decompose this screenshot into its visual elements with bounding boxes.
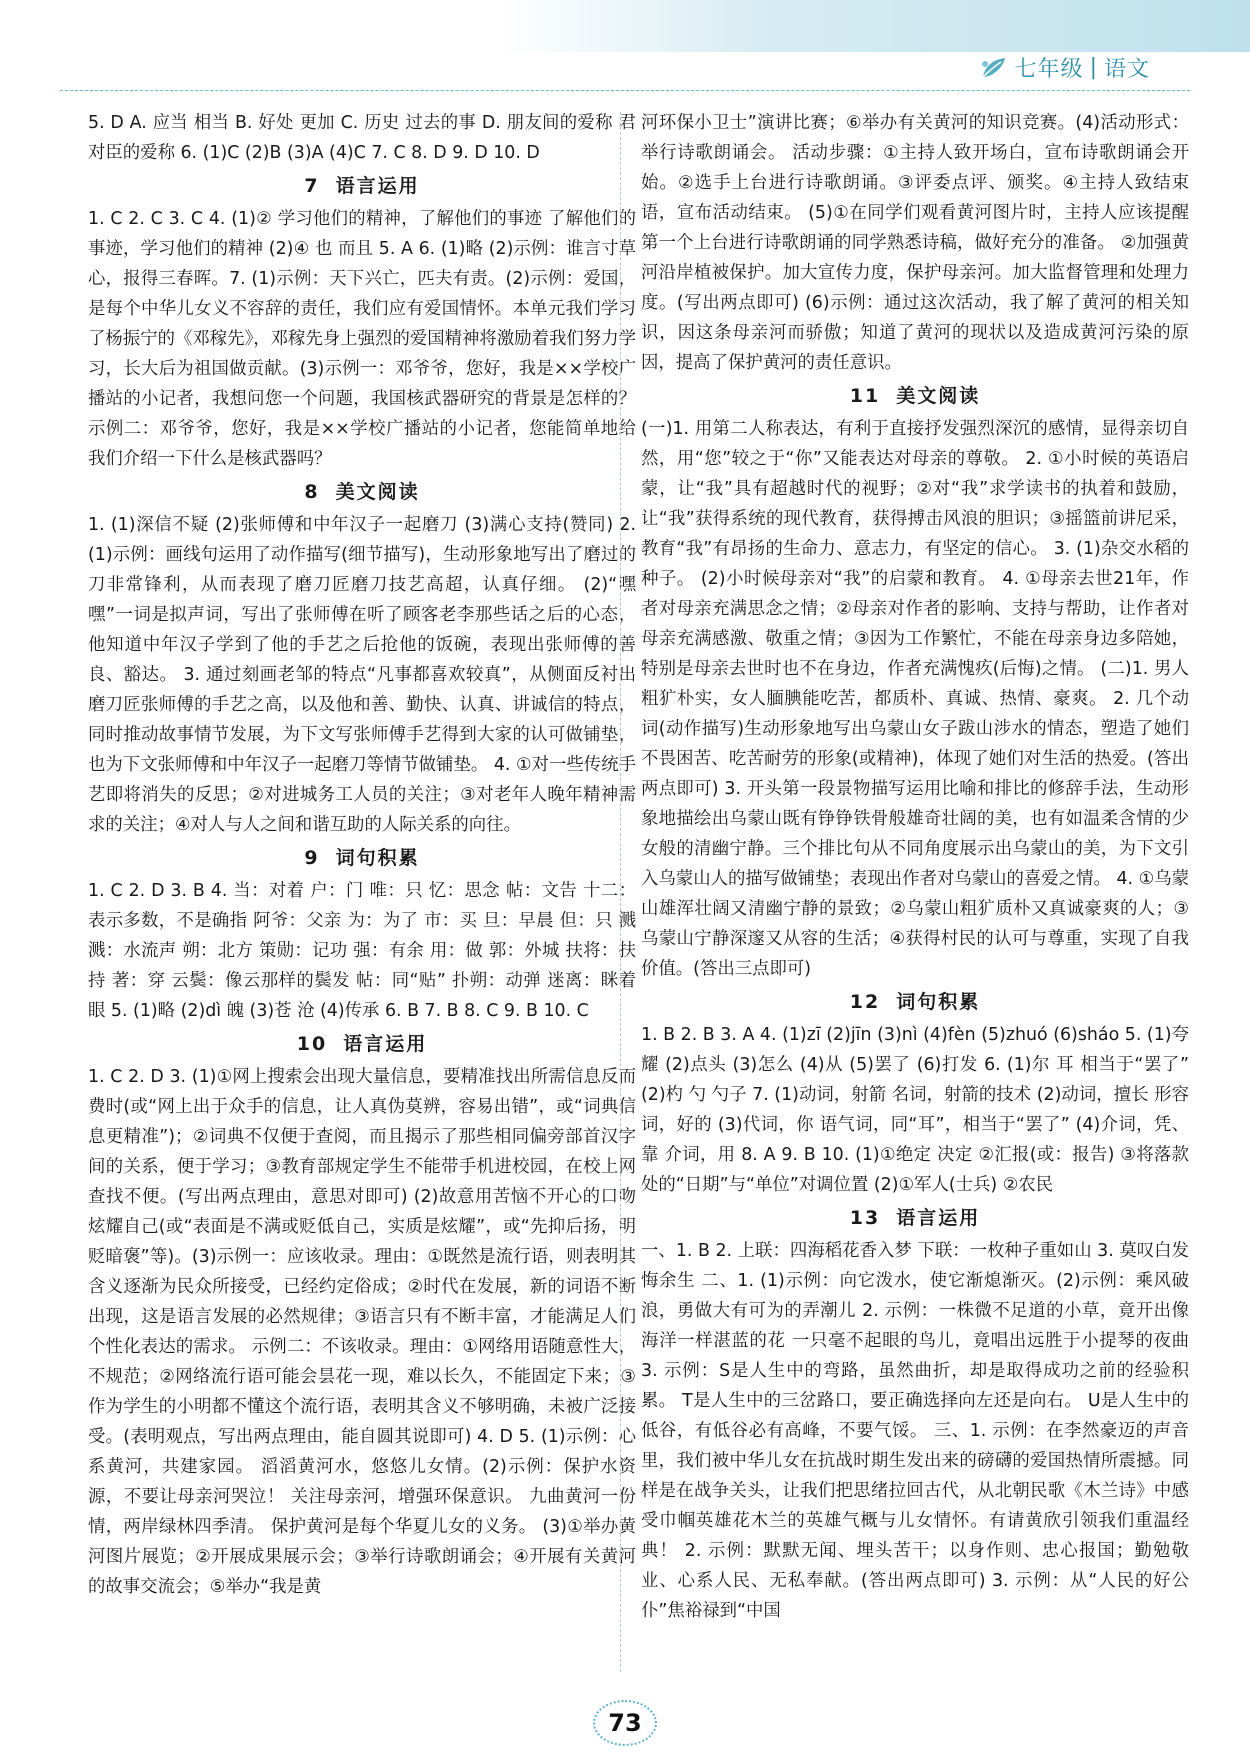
section-title: 美文阅读 bbox=[335, 481, 420, 503]
section-number: 11 bbox=[849, 385, 881, 407]
header-decoration-band bbox=[500, 0, 1250, 52]
section-heading bbox=[88, 843, 636, 873]
section-title: 词句积累 bbox=[335, 847, 420, 869]
answer-paragraph: 1. C 2. C 3. C 4. (1)② 学习他们的精神，了解他们的事迹 了解他们的事迹，学习他们的精神 (2)④ 也 而且 5. A 6. (1)略 (2)示例：谁言寸草心，报得三春晖。7. (1)示例：天下兴亡，匹夫有责。(2)示例：爱国，是每个中华儿女义不容辞的责任，我们应有爱国情怀。本单元我们学习了杨振宁的《邓稼先》，邓稼先身上强烈的爱国精神将激励着我们努力学习，长大后为祖国做贡献。(3)示例一：邓爷爷，您好，我是××学校广播站的小记者，我想问您一个问题，我国核武器研究的背景是怎样的？ 示例二：邓爷爷，您好，我是××学校广播站的小记者，您能简单地给我们介绍一下什么是核武器吗？ bbox=[88, 209, 636, 469]
section-heading bbox=[88, 477, 636, 507]
section-heading bbox=[88, 171, 636, 201]
section-number: 9 bbox=[304, 847, 320, 869]
section-heading bbox=[641, 381, 1189, 411]
section-title: 语言运用 bbox=[896, 1207, 981, 1229]
answer-paragraph: 1. C 2. D 3. B 4. 当：对着 户：门 唯：只 忆：思念 帖：文告 十二：表示多数，不是确指 阿爷：父亲 为：为了 市：买 旦：早晨 但：只 溅溅：水流声 朔：北方 策勋：记功 强：有余 用：做 郭：外城 扶将：扶持 著：穿 云鬓：像云那样的鬓发 帖：同“贴” 扑朔：动弹 迷离：眯着眼 5. (1)略 (2)dì 魄 (3)苍 沧 (4)传承 6. B 7. B 8. C 9. B 10. C bbox=[88, 881, 636, 1021]
answer-paragraph: 一、1. B 2. 上联：四海稻花香入梦 下联：一枚种子重如山 3. 莫叹白发悔余生 二、1. (1)示例：向它泼水，使它渐熄渐灭。(2)示例：乘风破浪，勇做大有可为的弄潮儿 2. 示例：一株微不足道的小草，竟开出像海洋一样湛蓝的花 一只毫不起眼的鸟儿，竟唱出远胜于小提琴的夜曲 3. 示例：S是人生中的弯路，虽然曲折，却是取得成功之前的经验积累。 T是人生中的三岔路口，要正确选择向左还是向右。 U是人生中的低谷，有低谷必有高峰，不要气馁。 三、1. 示例：在李然豪迈的声音里，我们被中华儿女在抗战时期生发出来的磅礴的爱国热情所震撼。同样是在战争关头，让我们把思绪拉回古代，从北朝民歌《木兰诗》中感受巾帼英雄花木兰的英雄气概与儿女情怀。有请黄欣引领我们重温经典！ 2. 示例：默默无闻、埋头苦干；以身作则、忠心报国；勤勉敬业、心系人民、无私奉献。(答出两点即可) 3. 示例：从“人民的好公仆”焦裕禄到“中国 bbox=[641, 1241, 1189, 1621]
answer-paragraph: 1. B 2. B 3. A 4. (1)zī (2)jīn (3)nì (4)fèn (5)zhuó (6)sháo 5. (1)夸耀 (2)点头 (3)怎么 (4)从 (5)罢了 (6)打发 6. (1)尔 耳 相当于“罢了” (2)杓 勺 勺子 7. (1)动词，射箭 名词，射箭的技术 (2)动词，擅长 形容词，好的 (3)代词，你 语气词，同“耳”，相当于“罢了” (4)介词，凭、靠 介词，用 8. A 9. B 10. (1)①绝定 决定 ②汇报(或：报告) ③将落款处的“日期”与“单位”对调位置 (2)①军人(士兵) ②农民 bbox=[641, 1025, 1189, 1195]
header-subject: 语文 bbox=[1103, 57, 1150, 82]
section-heading bbox=[88, 1029, 636, 1059]
section-title: 词句积累 bbox=[896, 991, 981, 1013]
answer-paragraph: (一)1. 用第二人称表达，有利于直接抒发强烈深沉的感情，显得亲切自然，用“您”较之于“你”又能表达对母亲的尊敬。 2. ①小时候的英语启蒙，让“我”具有超越时代的视野；②对“我”求学读书的执着和鼓励，让“我”获得系统的现代教育，获得搏击风浪的胆识；③摇篮前讲尼采，教育“我”有昂扬的生命力、意志力，有坚定的信心。 3. (1)杂交水稻的种子。 (2)小时候母亲对“我”的启蒙和教育。 4. ①母亲去世21年，作者对母亲充满思念之情；②母亲对作者的影响、支持与帮助，让作者对母亲充满感激、敬重之情；③因为工作繁忙，不能在母亲身边多陪她，特别是母亲去世时也不在身边，作者充满愧疚(后悔)之情。 (二)1. 男人粗犷朴实，女人腼腆能吃苦，都质朴、真诚、热情、豪爽。 2. 几个动词(动作描写)生动形象地写出乌蒙山女子跋山涉水的情态，塑造了她们不畏困苦、吃苦耐劳的形象(或精神)，体现了她们对生活的热爱。(答出两点即可) 3. 开头第一段景物描写运用比喻和排比的修辞手法，生动形象地描绘出乌蒙山既有铮铮铁骨般雄奇壮阔的美，也有如温柔含情的少女般的清幽宁静。三个排比句从不同角度展示出乌蒙山的美，为下文引入乌蒙山人的描写做铺垫；表现出作者对乌蒙山的喜爱之情。 4. ①乌蒙山雄浑壮阔又清幽宁静的景致；②乌蒙山粗犷质朴又真诚豪爽的人；③乌蒙山宁静深邃又从容的生活；④获得村民的认可与尊重，实现了自我价值。(答出三点即可) bbox=[641, 419, 1189, 979]
page-number-ring bbox=[593, 1700, 657, 1746]
page-number: 73 bbox=[608, 1709, 642, 1737]
answer-paragraph: 1. (1)深信不疑 (2)张师傅和中年汉子一起磨刀 (3)满心支持(赞同) 2. (1)示例：画线句运用了动作描写(细节描写)，生动形象地写出了磨过的刀非常锋利，从而表现了磨刀匠磨刀技艺高超，认真仔细。 (2)“嘿嘿”一词是拟声词，写出了张师傅在听了顾客老李那些话之后的心态，他知道中年汉子学到了他的手艺之后抢他的饭碗，表现出张师傅的善良、豁达。 3. 通过刻画老邹的特点“凡事都喜欢较真”，从侧面反衬出磨刀匠张师傅的手艺之高，以及他和善、勤快、认真、讲诚信的特点，同时推动故事情节发展，为下文写张师傅手艺得到大家的认可做铺垫，也为下文张师傅和中年汉子一起磨刀等情节做铺垫。 4. ①对一些传统手艺即将消失的反思；②对进城务工人员的关注；③对老年人晚年精神需求的关注；④对人与人之间和谐互助的人际关系的向往。 bbox=[88, 515, 636, 835]
column-divider bbox=[620, 112, 621, 1672]
header-separator: | bbox=[1089, 55, 1098, 80]
answer-paragraph: 1. C 2. D 3. (1)①网上搜索会出现大量信息，要精准找出所需信息反而费时(或“网上出于众手的信息，让人真伪莫辨，容易出错”，或“词典信息更精准”)；②词典不仅便于查阅，而且揭示了那些相同偏旁部首汉字间的关系，便于学习；③教育部规定学生不能带手机进校园，在校上网查找不便。(写出两点理由，意思对即可) (2)故意用苦恼不开心的口吻炫耀自己(或“表面是不满或贬低自己，实质是炫耀”，或“先抑后扬，明贬暗褒”等)。(3)示例一：应该收录。理由：①既然是流行语，则表明其含义逐渐为民众所接受，已经约定俗成；②时代在发展，新的词语不断出现，这是语言发展的必然规律；③语言只有不断丰富，才能满足人们个性化表达的需求。 示例二：不该收录。理由：①网络用语随意性大，不规范；②网络流行语可能会昙花一现，难以长久，不能固定下来；③作为学生的小明都不懂这个流行语，表明其含义不够明确，未被广泛接受。(表明观点，写出两点理由，能自圆其说即可) 4. D 5. (1)示例：心系黄河，共建家园。 滔滔黄河水，悠悠儿女情。(2)示例：保护水资源，不要让母亲河哭泣！ 关注母亲河，增强环保意识。 九曲黄河一份情，两岸绿林四季清。 保护黄河是每个华夏儿女的义务。 (3)①举办黄河图片展览；②开展成果展示会；③举行诗歌朗诵会；④开展有关黄河的故事交流会；⑤举办“我是黄 bbox=[88, 1067, 636, 1597]
header-divider bbox=[60, 90, 1190, 91]
section-title: 语言运用 bbox=[335, 175, 420, 197]
section-heading bbox=[641, 987, 1189, 1017]
section-title: 美文阅读 bbox=[896, 385, 981, 407]
section-number: 8 bbox=[304, 481, 320, 503]
right-column bbox=[641, 108, 1189, 1626]
header-grade: 七年级 bbox=[1014, 57, 1084, 82]
header-tag bbox=[979, 52, 1150, 83]
page-number-badge bbox=[593, 1700, 657, 1746]
answer-paragraph: 5. D A. 应当 相当 B. 好处 更加 C. 历史 过去的事 D. 朋友间的爱称 君对臣的爱称 6. (1)C (2)B (3)A (4)C 7. C 8. D 9. D 10. D bbox=[88, 113, 636, 163]
section-title: 语言运用 bbox=[343, 1033, 428, 1055]
section-number: 13 bbox=[849, 1207, 881, 1229]
section-number: 10 bbox=[296, 1033, 328, 1055]
section-heading bbox=[641, 1203, 1189, 1233]
answer-paragraph: 河环保小卫士”演讲比赛；⑥举办有关黄河的知识竞赛。(4)活动形式：举行诗歌朗诵会。 活动步骤：①主持人致开场白，宣布诗歌朗诵会开始。②选手上台进行诗歌朗诵。③评委点评、颁奖。④主持人致结束语，宣布活动结束。 (5)①在同学们观看黄河图片时，主持人应该提醒第一个上台进行诗歌朗诵的同学熟悉诗稿，做好充分的准备。 ②加强黄河沿岸植被保护。加大宣传力度，保护母亲河。加大监督管理和处理力度。(写出两点即可) (6)示例：通过这次活动，我了解了黄河的相关知识，因这条母亲河而骄傲；知道了黄河的现状以及造成黄河污染的原因，提高了保护黄河的责任意识。 bbox=[641, 113, 1189, 373]
left-column bbox=[88, 108, 636, 1602]
section-number: 7 bbox=[304, 175, 320, 197]
leaf-icon bbox=[979, 55, 1009, 81]
section-number: 12 bbox=[849, 991, 881, 1013]
